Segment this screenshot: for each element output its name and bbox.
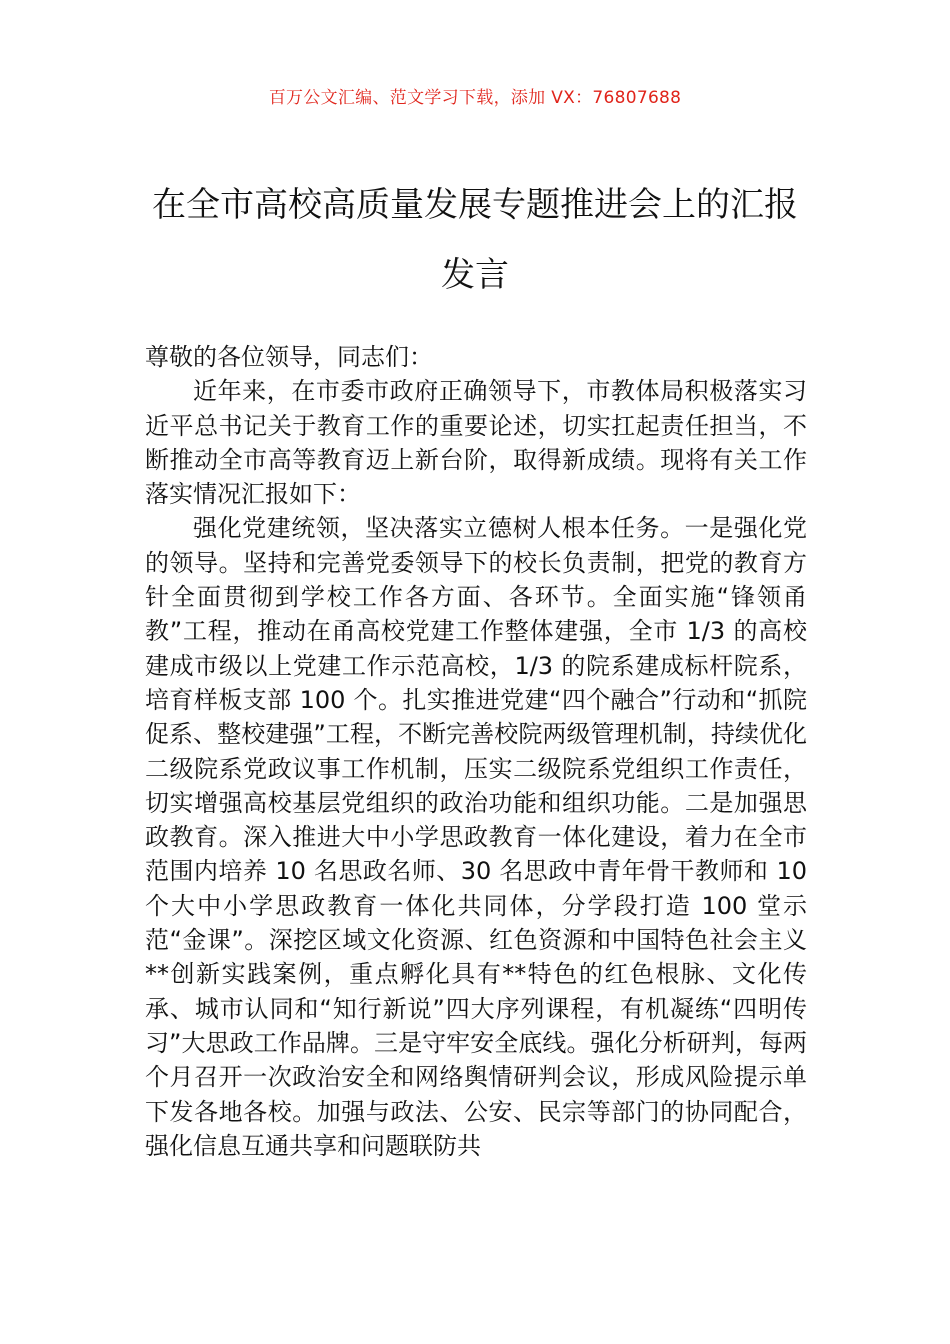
document-body [145, 340, 807, 1163]
paragraph-intro: 近年来，在市委市政府正确领导下，市教体局积极落实习近平总书记关于教育工作的重要论述，切实扛起责任担当，不断推动全市高等教育迈上新台阶，取得新成绩。现将有关工作落实情况汇报如下： [145, 377, 807, 509]
page-title: 在全市高校高质量发展专题推进会上的汇报发言 [152, 185, 798, 295]
salutation: 尊敬的各位领导，同志们： [145, 343, 433, 371]
paragraph-party-building: 强化党建统领，坚决落实立德树人根本任务。一是强化党的领导。坚持和完善党委领导下的校长负责制，把党的教育方针全面贯彻到学校工作各方面、各环节。全面实施“锋领甬教”工程，推动在甬高校党建工作整体建强，全市 1/3 的高校建成市级以上党建工作示范高校，1/3 的院系建成标杆院系，培育样板支部 100 个。扎实推进党建“四个融合”行动和“抓院促系、整校建强”工程，不断完善校院两级管理机制，持续优化二级院系党政议事工作机制，压实二级院系党组织工作责任，切实增强高校基层党组织的政治功能和组织功能。二是加强思政教育。深入推进大中小学思政教育一体化建设，着力在全市范围内培养 10 名思政名师、30 名思政中青年骨干教师和 10 个大中小学思政教育一体化共同体，分学段打造 100 堂示范“金课”。深挖区域文化资源、红色资源和中国特色社会主义**创新实践案例，重点孵化具有**特色的红色根脉、文化传承、城市认同和“知行新说”四大序列课程，有机凝练“四明传习”大思政工作品牌。三是守牢安全底线。强化分析研判，每两个月召开一次政治安全和网络舆情研判会议，形成风险提示单下发各地各校。加强与政法、公安、民宗等部门的协同配合，强化信息互通共享和问题联防共 [145, 514, 807, 1160]
download-notice: 百万公文汇编、范文学习下载，添加 VX：76807688 [268, 88, 682, 108]
